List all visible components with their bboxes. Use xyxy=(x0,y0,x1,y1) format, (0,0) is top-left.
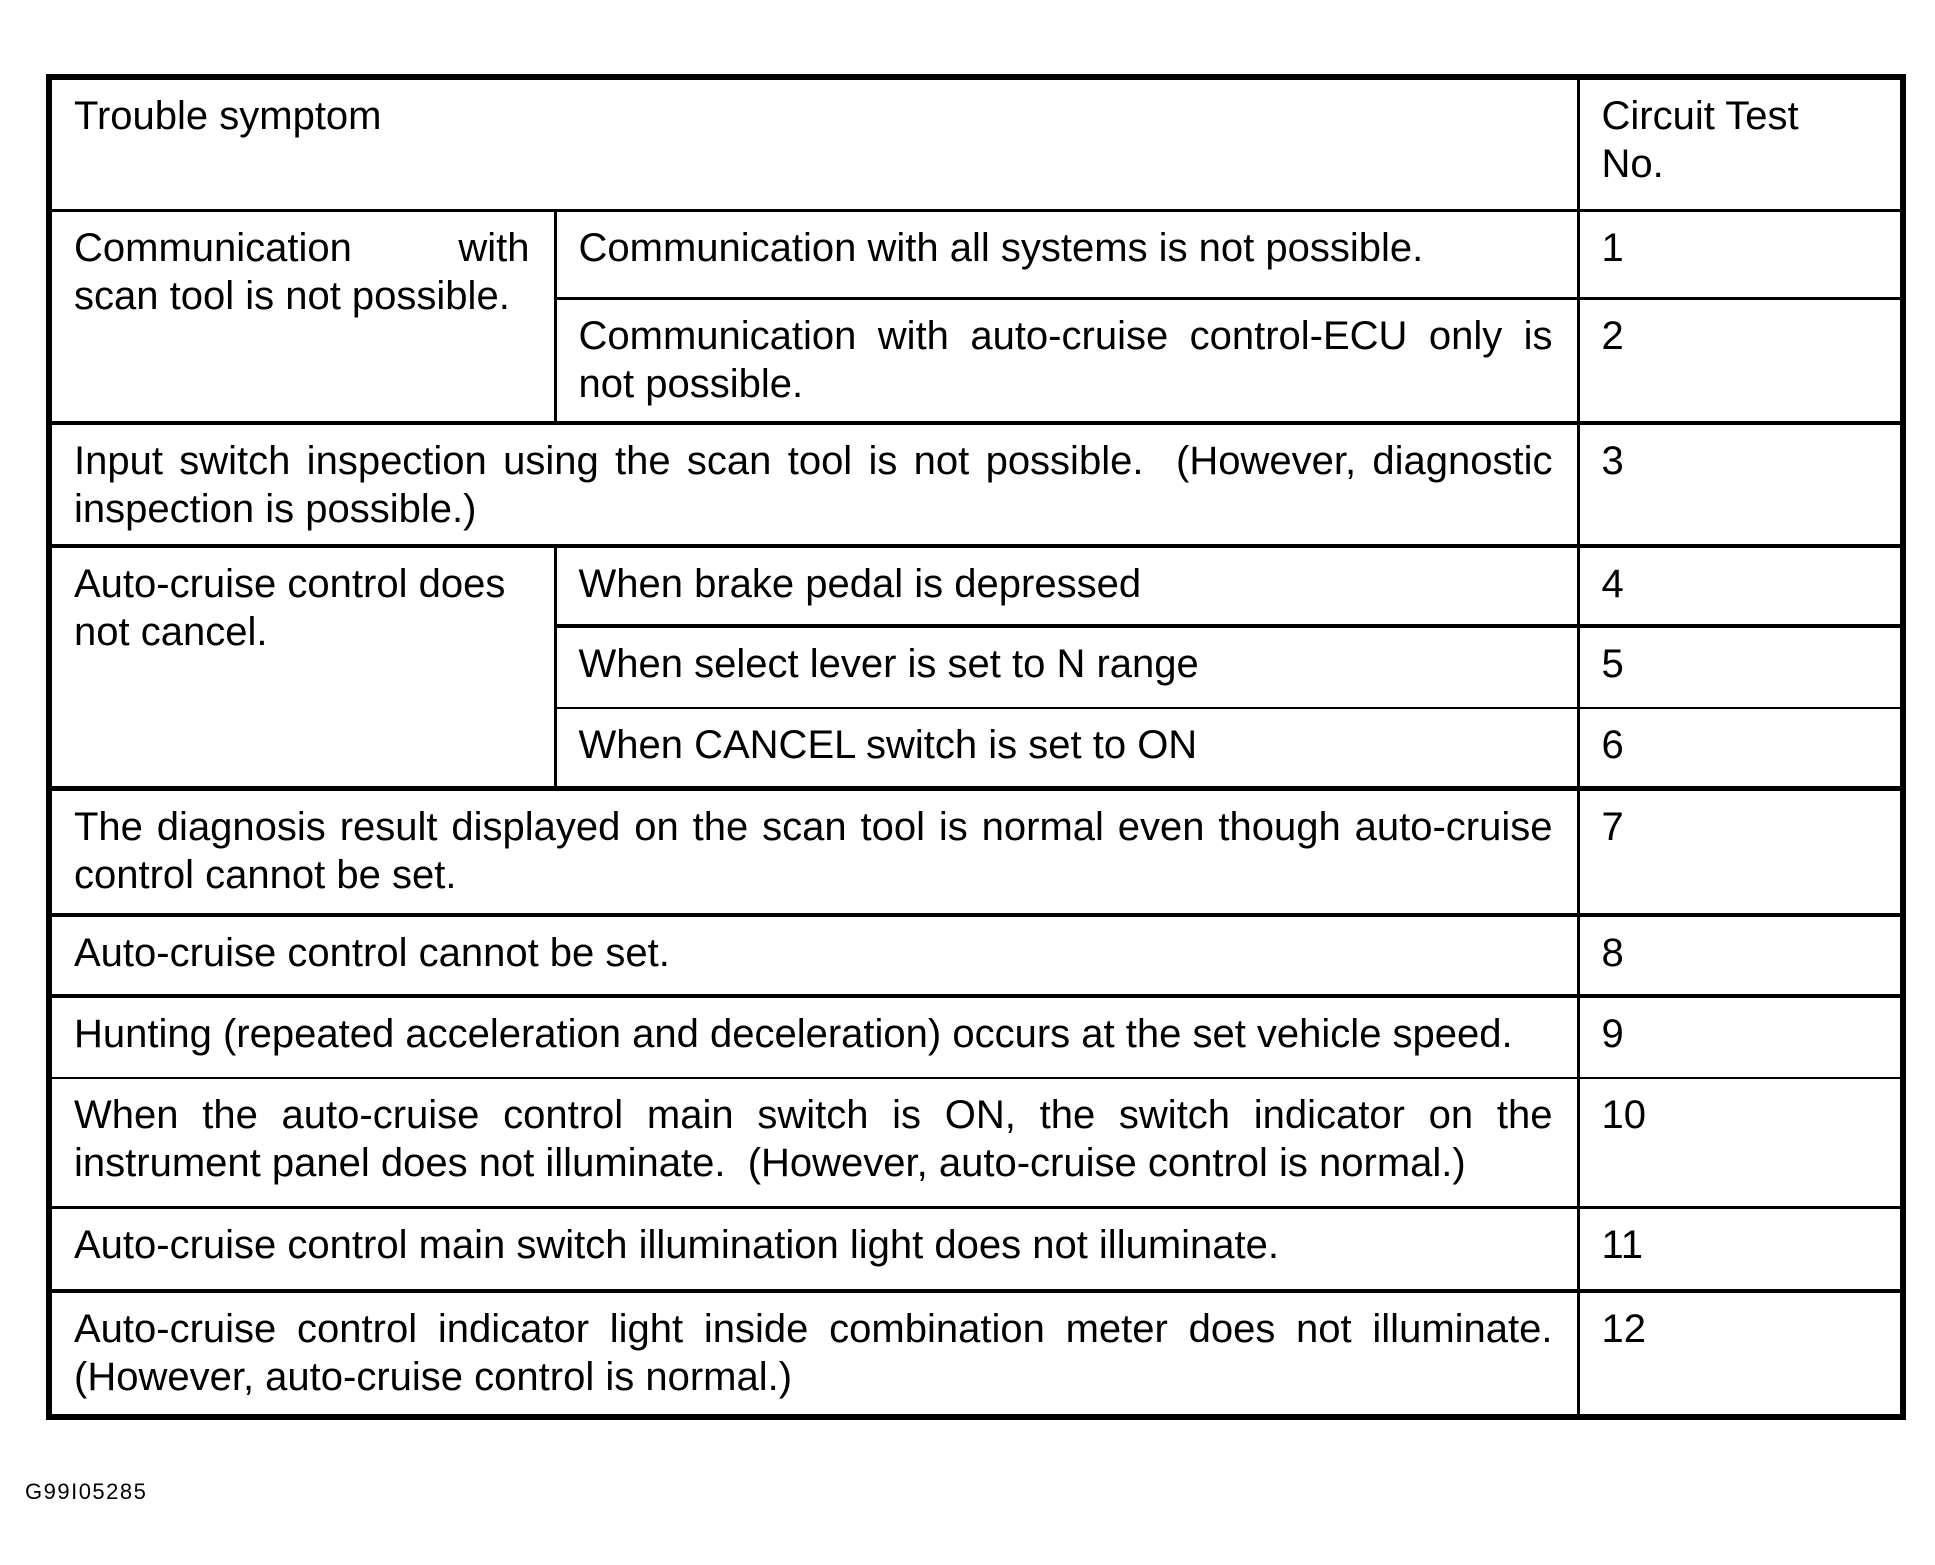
circuit-no-cell: 6 xyxy=(1578,708,1903,788)
circuit-no-cell: 11 xyxy=(1578,1207,1903,1291)
circuit-no-cell: 9 xyxy=(1578,996,1903,1078)
symptom-cell: Communication with auto-cruise control-ECU only is not possible. xyxy=(555,298,1578,423)
table-row xyxy=(49,546,1903,626)
group-label-line: Communication with xyxy=(74,225,530,270)
symptom-cell: Communication with all systems is not possible. xyxy=(555,210,1578,298)
circuit-no-cell: 8 xyxy=(1578,915,1903,996)
symptom-cell: The diagnosis result displayed on the scan tool is normal even though auto-cruise control cannot be set. xyxy=(49,788,1578,915)
circuit-no-cell: 10 xyxy=(1578,1078,1903,1207)
circuit-no-cell: 3 xyxy=(1578,423,1903,546)
symptom-cell: Auto-cruise control indicator light inside combination meter does not illuminate. (However, auto-cruise control is normal.) xyxy=(49,1291,1578,1417)
table-row xyxy=(49,1078,1903,1207)
table-row xyxy=(49,996,1903,1078)
group-cell-does-not-cancel: Auto-cruise control does not cancel. xyxy=(49,546,555,788)
symptom-cell: When brake pedal is depressed xyxy=(555,546,1578,626)
header-circuit-test-no: Circuit Test No. xyxy=(1578,77,1903,210)
table-header-row xyxy=(49,77,1903,210)
circuit-no-cell: 4 xyxy=(1578,546,1903,626)
symptom-cell: When select lever is set to N range xyxy=(555,626,1578,708)
table-row xyxy=(49,788,1903,915)
circuit-no-cell: 12 xyxy=(1578,1291,1903,1417)
figure-caption: G99I05285 xyxy=(25,1479,148,1504)
symptom-cell: Auto-cruise control main switch illumination light does not illuminate. xyxy=(49,1207,1578,1291)
symptom-cell: When the auto-cruise control main switch is ON, the switch indicator on the instrument panel does not illuminate. (However, auto-cruise control is normal.) xyxy=(49,1078,1578,1207)
table-row xyxy=(49,1291,1903,1417)
table-row xyxy=(49,1207,1903,1291)
table-row xyxy=(49,210,1903,298)
circuit-no-cell: 7 xyxy=(1578,788,1903,915)
symptom-cell: When CANCEL switch is set to ON xyxy=(555,708,1578,788)
circuit-no-cell: 1 xyxy=(1578,210,1903,298)
table-row xyxy=(49,423,1903,546)
symptom-cell: Hunting (repeated acceleration and deceleration) occurs at the set vehicle speed. xyxy=(49,996,1578,1078)
symptom-cell: Auto-cruise control cannot be set. xyxy=(49,915,1578,996)
header-trouble-symptom: Trouble symptom xyxy=(49,77,1578,210)
circuit-no-cell: 2 xyxy=(1578,298,1903,423)
group-label-line: scan tool is not possible. xyxy=(74,273,510,318)
trouble-symptom-table xyxy=(46,74,1906,1420)
circuit-no-cell: 5 xyxy=(1578,626,1903,708)
group-cell-communication xyxy=(49,210,555,423)
symptom-cell: Input switch inspection using the scan tool is not possible. (However, diagnostic inspection is possible.) xyxy=(49,423,1578,546)
table-row xyxy=(49,915,1903,996)
